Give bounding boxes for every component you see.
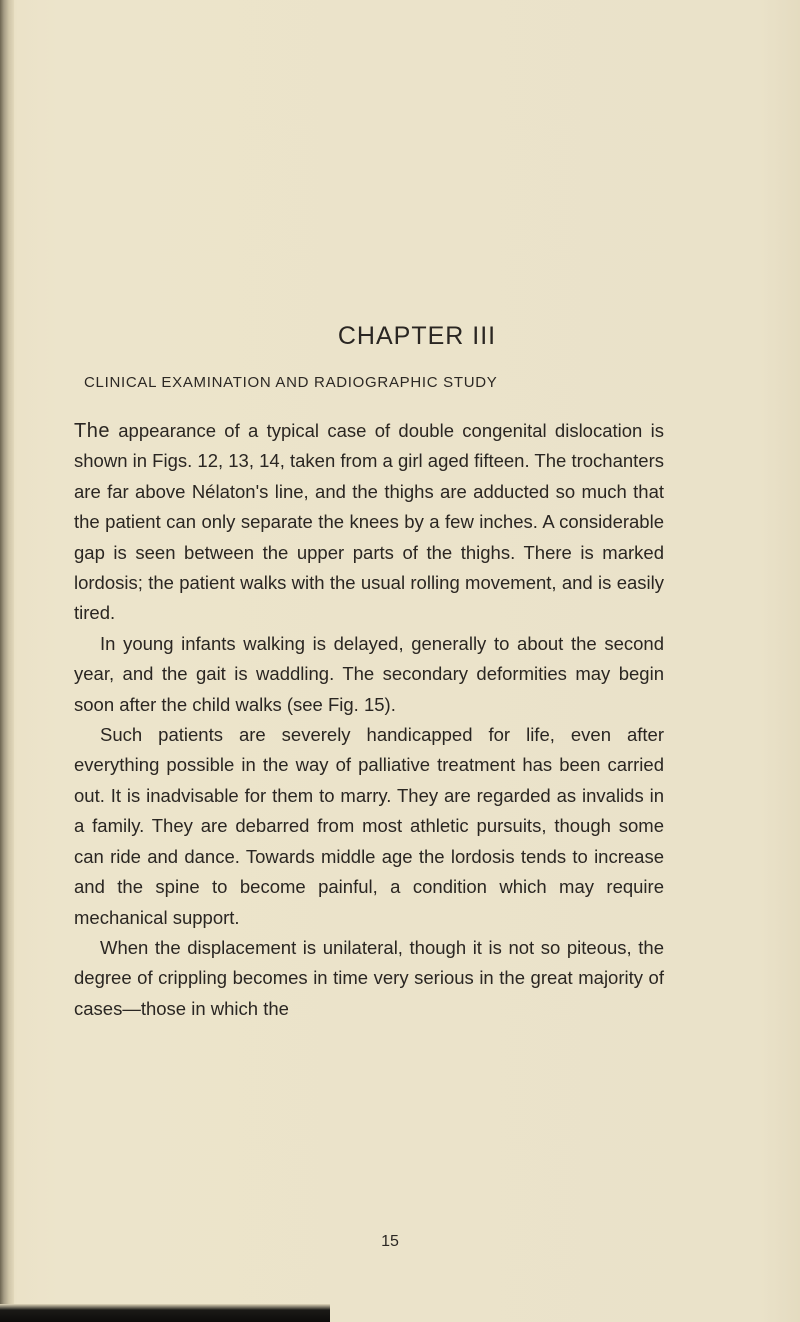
paragraph-1-lead-word: The xyxy=(74,420,110,442)
chapter-subtitle: CLINICAL EXAMINATION AND RADIOGRAPHIC STUDY xyxy=(84,374,498,391)
page-number-text: 15 xyxy=(381,1233,399,1250)
paragraph-1-text: appearance of a typical case of double congenital dislocation is shown in Figs. 12, 13, 14, taken from a girl aged fifteen. The trochanters are far above Nélaton's line, and the thighs are adducted so much that the patient can only separate the knees by a few inches. A considerable gap is seen between the upper parts of the thighs. There is marked lordosis; the patient walks with the usual rolling movement, and is easily tired. xyxy=(74,420,664,624)
chapter-title-text: CHAPTER III xyxy=(337,322,497,350)
paragraph-3: Such patients are severely handicapped for life, even after everything possible in the way of palliative treatment has been carried out. It is inadvisable for them to marry. They are regarded as invalids in a family. They are debarred from most athletic pursuits, though some can ride and dance. Towards middle age the lordosis tends to increase and the spine to become painful, a condition which may require mechanical support. xyxy=(74,724,664,928)
scan-shadow-strip xyxy=(0,1304,330,1322)
paragraph-4: When the displacement is unilateral, though it is not so piteous, the degree of crippling becomes in time very serious in the great majority of cases—those in which the xyxy=(74,936,664,1019)
page-binding-edge xyxy=(0,0,14,1322)
body-text xyxy=(74,416,664,1024)
paragraph-2: In young infants walking is delayed, generally to about the second year, and the gait is waddling. The secondary deformities may begin soon after the child walks (see Fig. 15). xyxy=(74,632,664,715)
paragraph-1 xyxy=(74,416,664,629)
chapter-title xyxy=(0,322,800,351)
page-number xyxy=(0,1233,800,1251)
